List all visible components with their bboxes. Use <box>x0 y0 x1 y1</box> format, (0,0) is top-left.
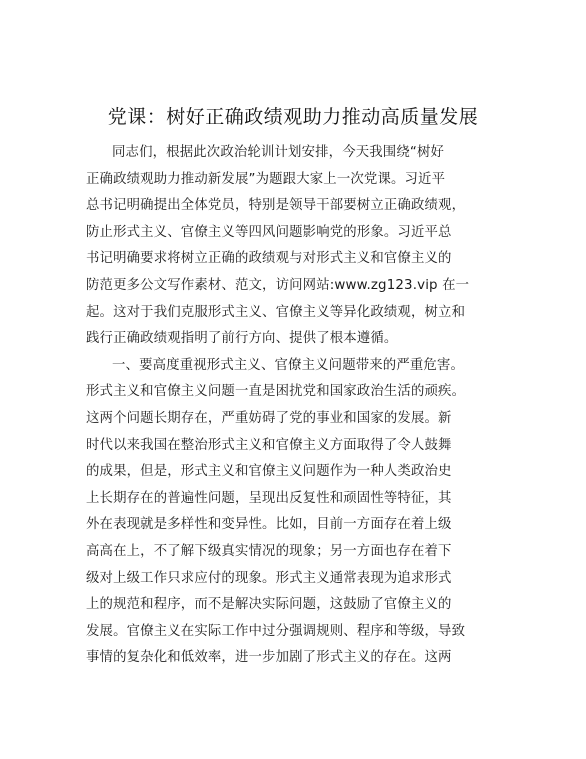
paragraph-line: 上的规范和程序，而不是解决实际问题，这鼓励了官僚主义的 <box>86 597 452 613</box>
paragraph-line: 事情的复杂化和低效率，进一步加剧了形式主义的存在。这两 <box>86 650 452 666</box>
paragraph-line: 外在表现就是多样性和变异性。比如，目前一方面存在着上级 <box>86 517 452 533</box>
paragraph-line: 防止形式主义、官僚主义等四风问题影响党的形象。习近平总 <box>86 224 452 240</box>
paragraph-line: 防范更多公文写作素材、范文，访问网站:www.zg123.vip 在一 <box>86 277 470 293</box>
paragraph-line: 高高在上，不了解下级真实情况的现象；另一方面也存在着下 <box>86 543 452 559</box>
document-title: 党课：树好正确政绩观助力推动高质量发展 <box>107 106 479 128</box>
paragraph-line: 级对上级工作只求应付的现象。形式主义通常表现为追求形式 <box>86 570 452 586</box>
paragraph-intro <box>86 140 506 353</box>
document-body <box>86 140 506 672</box>
paragraph-line: 总书记明确提出全体党员，特别是领导干部要树立正确政绩观， <box>86 198 466 214</box>
paragraph-line: 正确政绩观助力推动新发展”为题跟大家上一次党课。习近平 <box>86 171 446 187</box>
paragraph-line: 的成果，但是，形式主义和官僚主义问题作为一种人类政治史 <box>86 464 452 480</box>
paragraph-line: 这两个问题长期存在，严重妨碍了党的事业和国家的发展。新 <box>86 410 452 426</box>
paragraph-line: 书记明确要求将树立正确的政绩观与对形式主义和官僚主义的 <box>86 251 452 267</box>
paragraph-line: 践行正确政绩观指明了前行方向、提供了根本遵循。 <box>86 331 398 347</box>
paragraph-line: 发展。官僚主义在实际工作中过分强调规则、程序和等级，导致 <box>86 623 466 639</box>
paragraph-line: 上长期存在的普遍性问题，呈现出反复性和顽固性等特征，其 <box>86 490 452 506</box>
paragraph-line: 同志们，根据此次政治轮训计划安排，今天我围绕“树好 <box>112 145 445 160</box>
paragraph-line: 起。这对于我们克服形式主义、官僚主义等异化政绩观，树立和 <box>86 304 466 320</box>
paragraph-line: 一、要高度重视形式主义、官僚主义问题带来的严重危害。 <box>112 357 465 373</box>
paragraph-section-one <box>86 353 506 672</box>
paragraph-line: 形式主义和官僚主义问题一直是困扰党和国家政治生活的顽疾。 <box>86 384 466 400</box>
paragraph-line: 时代以来我国在整治形式主义和官僚主义方面取得了令人鼓舞 <box>86 437 452 453</box>
